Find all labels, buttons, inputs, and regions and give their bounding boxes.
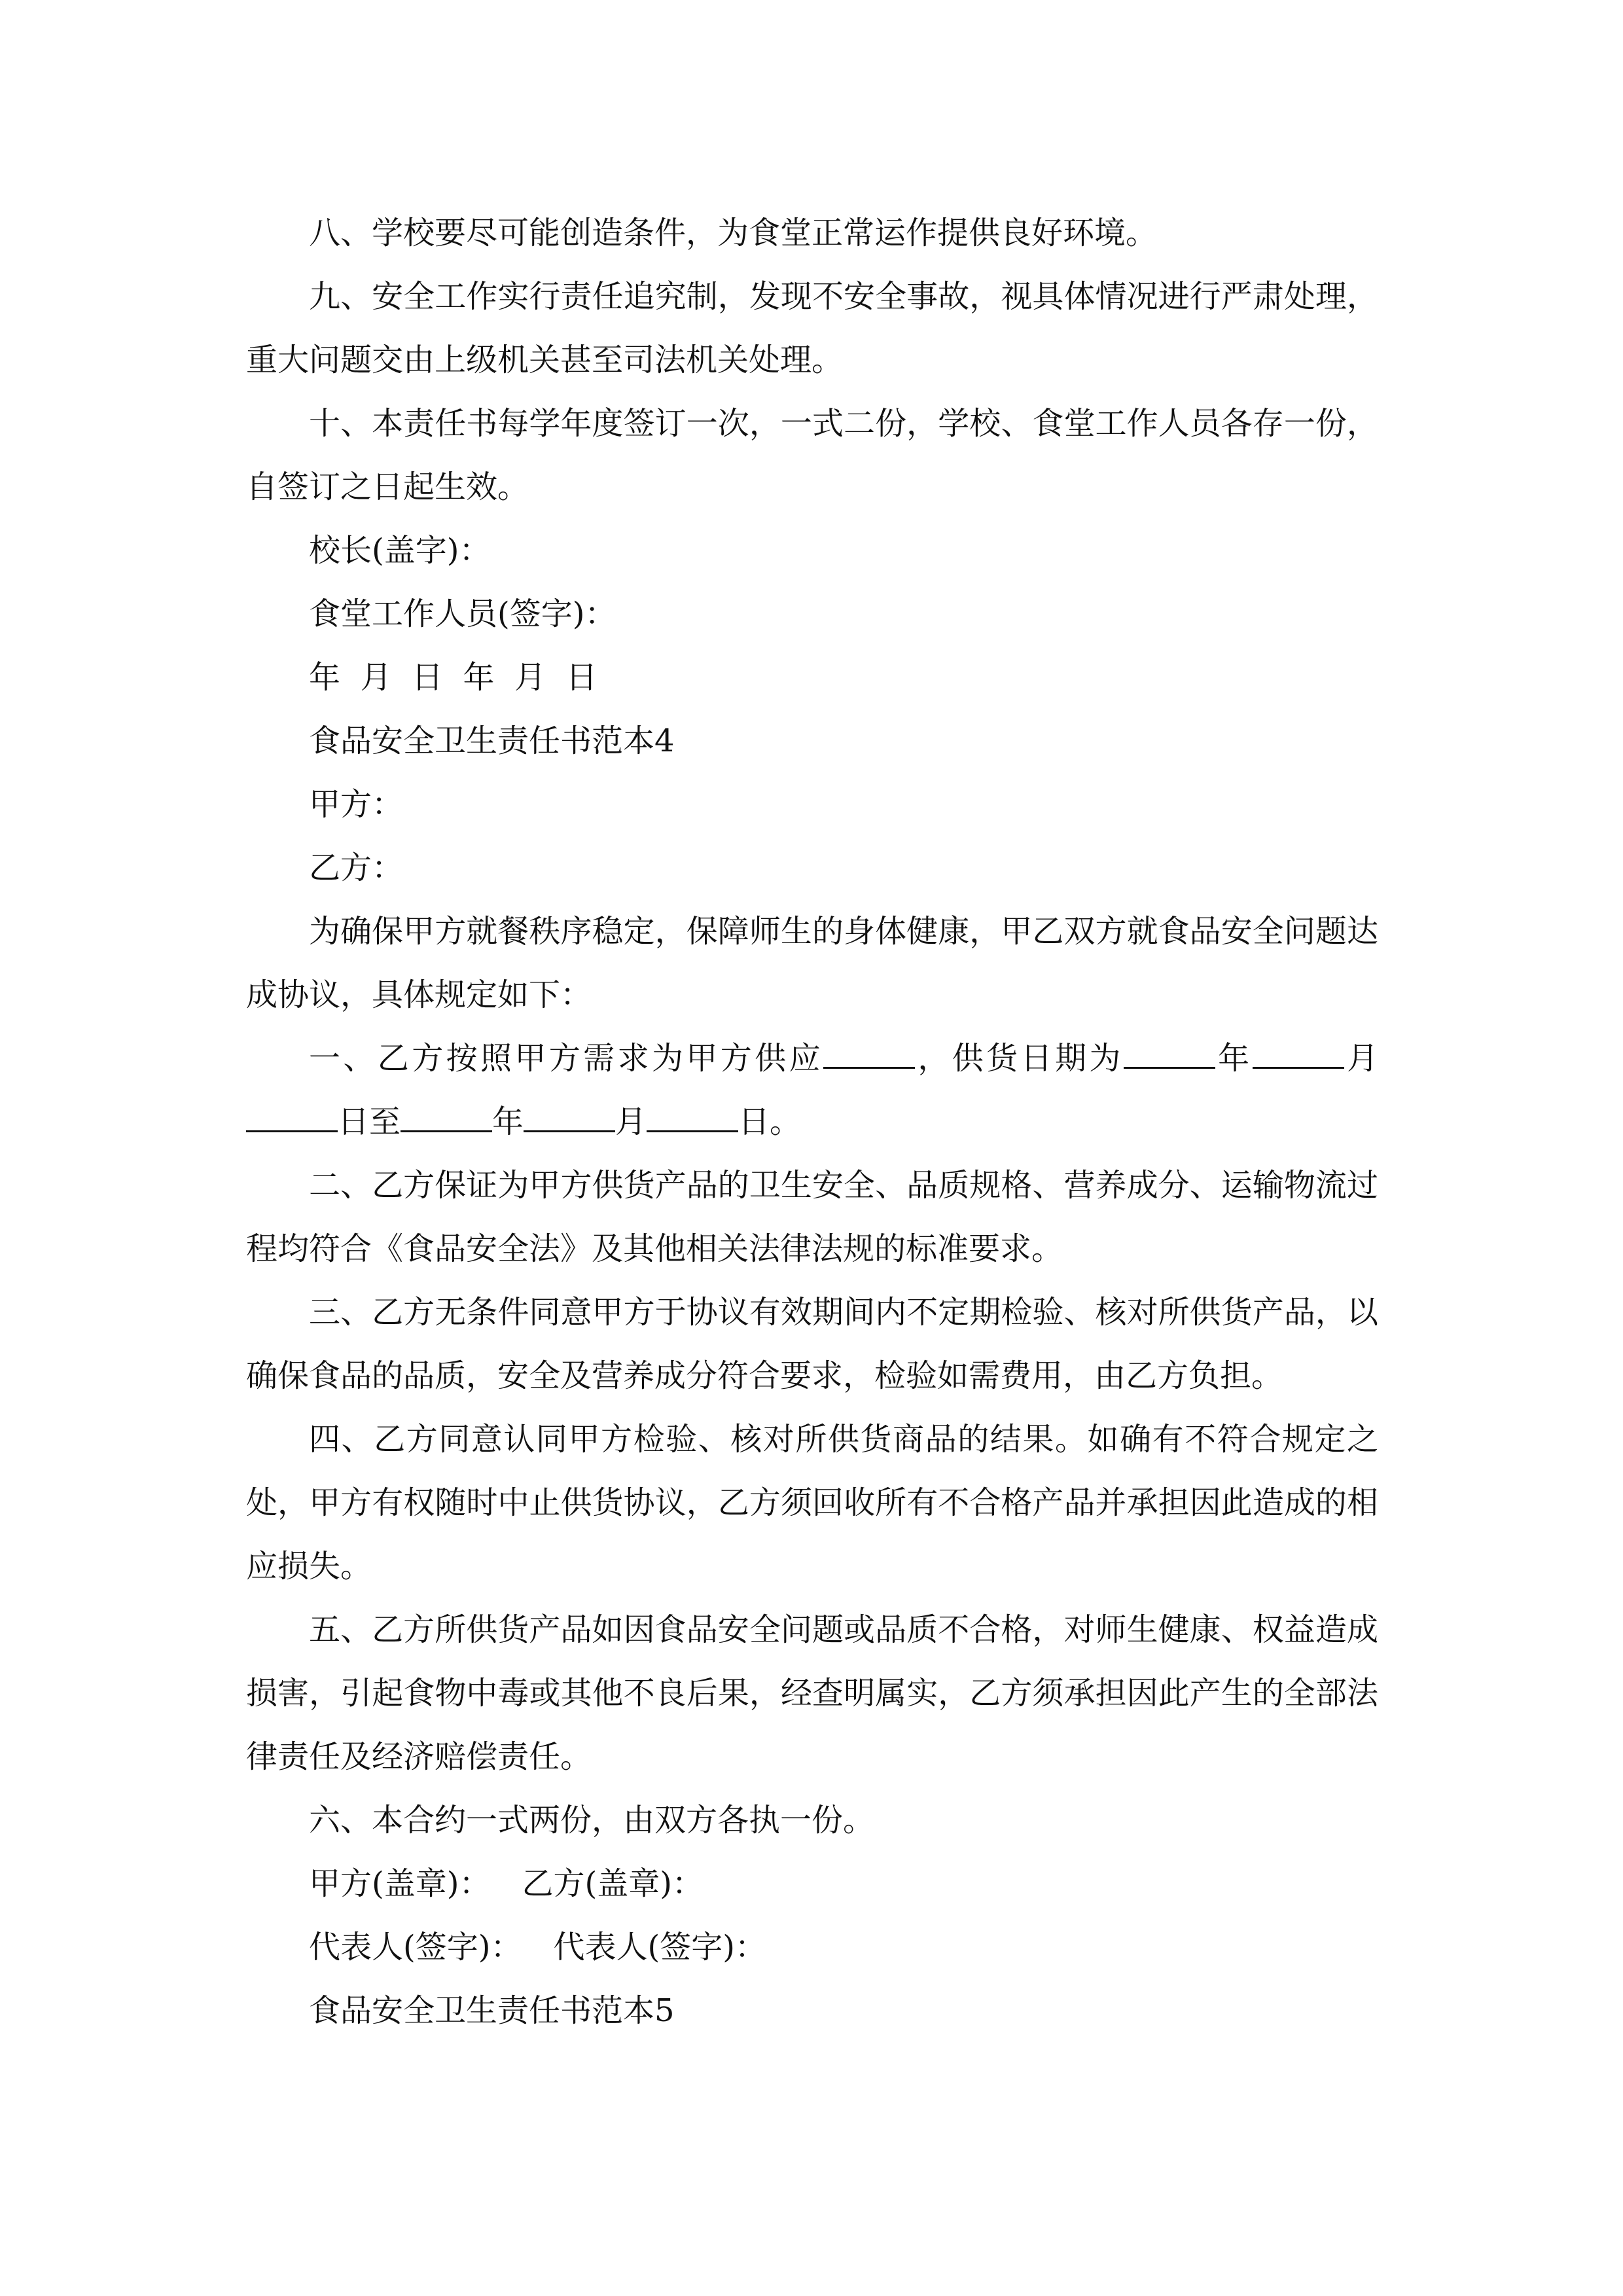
clause-5: 五、乙方所供货产品如因食品安全问题或品质不合格，对师生健康、权益造成损害，引起食物中毒或其他不良后果，经查明属实，乙方须承担因此产生的全部法律责任及经济赔偿责任。 (246, 1611, 1378, 1775)
party-a-representative: 代表人(签字)： (309, 1929, 522, 1965)
party-a-seal: 甲方(盖章)： (309, 1865, 491, 1902)
principal-signature-line: 校长(盖字)： (309, 532, 491, 569)
party-b-representative: 代表人(签字)： (553, 1929, 766, 1965)
party-a-label: 甲方： (309, 786, 404, 823)
clause-1-month2: 月 (615, 1103, 647, 1140)
clause-1-year2: 年 (492, 1103, 524, 1140)
document-body (246, 202, 1378, 2043)
clause-1-year1: 年 (1215, 1040, 1253, 1077)
clause-1-day-end: 日。 (738, 1103, 802, 1140)
start-day-blank (246, 1096, 338, 1132)
party-b-label: 乙方： (309, 850, 404, 886)
clause-6: 六、本合约一式两份，由双方各执一份。 (309, 1802, 875, 1839)
clause-1-part2: ，供货日期为 (914, 1040, 1124, 1077)
supply-item-blank (823, 1033, 915, 1069)
clause-8: 八、学校要尽可能创造条件，为食堂正常运作提供良好环境。 (309, 215, 1158, 251)
start-month-blank (1253, 1033, 1344, 1069)
sample-4-title: 食品安全卫生责任书范本4 (309, 723, 675, 759)
date-line: 年 月 日 年 月 日 (309, 659, 597, 696)
party-b-seal: 乙方(盖章)： (522, 1865, 704, 1902)
clause-9: 九、安全工作实行责任追究制，发现不安全事故，视具体情况进行严肃处理，重大问题交由上级机关甚至司法机关处理。 (246, 278, 1378, 378)
end-day-blank (647, 1096, 738, 1132)
start-year-blank (1124, 1033, 1215, 1069)
clause-4: 四、乙方同意认同甲方检验、核对所供货商品的结果。如确有不符合规定之处，甲方有权随时中止供货协议，乙方须回收所有不合格产品并承担因此造成的相应损失。 (246, 1421, 1378, 1585)
canteen-signature-line: 食堂工作人员(签字)： (309, 596, 616, 632)
seal-line (246, 1852, 1378, 1916)
agreement-intro: 为确保甲方就餐秩序稳定，保障师生的身体健康，甲乙双方就食品安全问题达成协议，具体规定如下： (246, 913, 1378, 1013)
clause-10: 十、本责任书每学年度签订一次，一式二份，学校、食堂工作人员各存一份，自签订之日起生效。 (246, 405, 1378, 505)
sample-5-title: 食品安全卫生责任书范本5 (309, 1992, 675, 2029)
clause-1-day-to: 日至 (338, 1103, 401, 1140)
end-year-blank (401, 1096, 492, 1132)
clause-2: 二、乙方保证为甲方供货产品的卫生安全、品质规格、营养成分、运输物流过程均符合《食品安全法》及其他相关法律法规的标准要求。 (246, 1167, 1378, 1267)
representative-line (246, 1916, 1378, 1979)
clause-1 (246, 1027, 1378, 1154)
clause-1-month1: 月 (1344, 1040, 1378, 1077)
clause-3: 三、乙方无条件同意甲方于协议有效期间内不定期检验、核对所供货产品，以确保食品的品质，安全及营养成分符合要求，检验如需费用，由乙方负担。 (246, 1294, 1378, 1394)
end-month-blank (524, 1096, 615, 1132)
clause-1-part1: 一、乙方按照甲方需求为甲方供应 (309, 1040, 823, 1077)
